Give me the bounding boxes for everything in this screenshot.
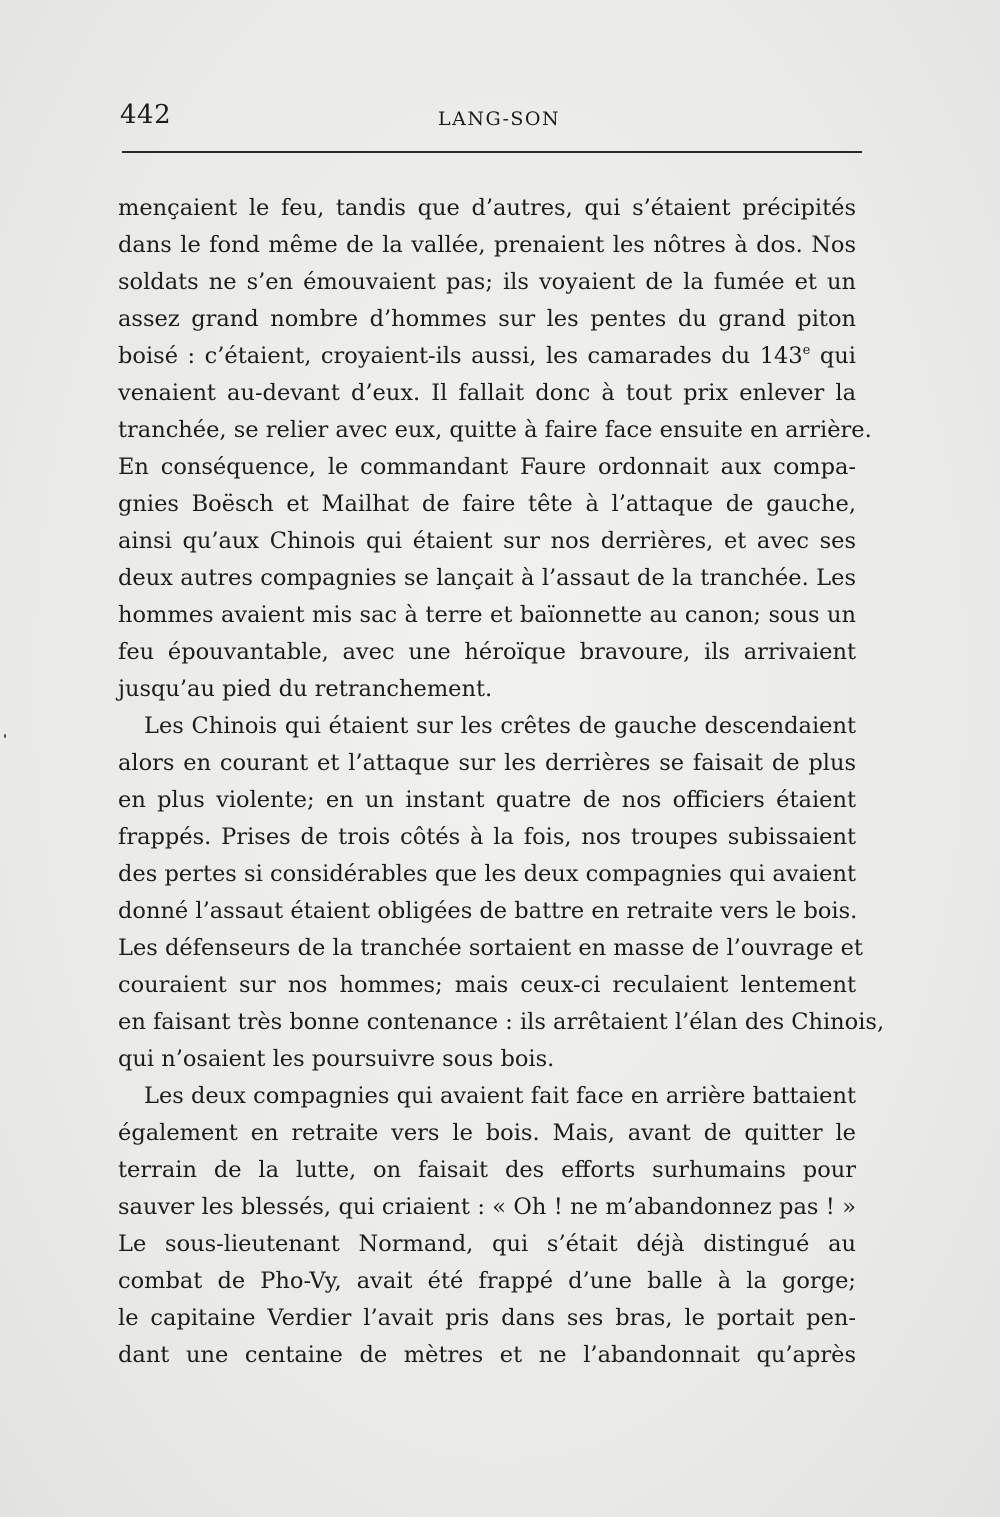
text-line: des pertes si considérables que les deux compagnies qui avaient: [118, 861, 856, 887]
text-line-part: qui: [810, 343, 856, 369]
text-line-with-superscript: [118, 338, 856, 375]
text-line: tranchée, se relier avec eux, quitte à faire face ensuite en arrière.: [118, 417, 872, 443]
text-line: également en retraite vers le bois. Mais, avant de quitter le: [118, 1120, 856, 1146]
text-line: sauver les blessés, qui criaient : « Oh ! ne m’abandonnez pas ! »: [118, 1194, 856, 1220]
text-line: le capitaine Verdier l’avait pris dans ses bras, le portait pen-: [118, 1305, 856, 1331]
ordinal-superscript: e: [802, 343, 811, 358]
page-number: 442: [120, 100, 172, 130]
text-line: Le sous-lieutenant Normand, qui s’était déjà distingué au: [118, 1231, 856, 1257]
text-line: En conséquence, le commandant Faure ordonnait aux compa-: [118, 454, 856, 480]
text-line: frappés. Prises de trois côtés à la fois, nos troupes subissaient: [118, 824, 856, 850]
text-line: hommes avaient mis sac à terre et baïonnette au canon; sous un: [118, 602, 856, 628]
text-line: Les deux compagnies qui avaient fait face en arrière battaient: [144, 1083, 856, 1109]
text-line-part: boisé : c’étaient, croyaient-ils aussi, les camarades du 143: [118, 343, 803, 369]
text-line: combat de Pho-Vy, avait été frappé d’une balle à la gorge;: [118, 1268, 856, 1294]
text-line: assez grand nombre d’hommes sur les pentes du grand piton: [118, 306, 856, 332]
text-line: couraient sur nos hommes; mais ceux-ci reculaient lentement: [118, 972, 856, 998]
running-title: LANG-SON: [438, 108, 561, 130]
text-line: mençaient le feu, tandis que d’autres, qui s’étaient précipités: [118, 195, 856, 221]
text-line: en faisant très bonne contenance : ils arrêtaient l’élan des Chinois,: [118, 1009, 885, 1035]
margin-speck: [4, 734, 6, 738]
body-text: [118, 190, 885, 1374]
text-line: terrain de la lutte, on faisait des efforts surhumains pour: [118, 1157, 856, 1183]
text-line: alors en courant et l’attaque sur les derrières se faisait de plus: [118, 750, 856, 776]
text-line: jusqu’au pied du retranchement.: [118, 676, 493, 702]
text-line: deux autres compagnies se lançait à l’assaut de la tranchée. Les: [118, 565, 856, 591]
text-line: Les Chinois qui étaient sur les crêtes de gauche descendaient: [144, 713, 856, 739]
text-line: dant une centaine de mètres et ne l’abandonnait qu’après: [118, 1342, 856, 1368]
header-rule: [122, 151, 862, 153]
text-line: gnies Boësch et Mailhat de faire tête à l’attaque de gauche,: [118, 491, 856, 517]
text-line: venaient au-devant d’eux. Il fallait donc à tout prix enlever la: [118, 380, 856, 406]
text-line: Les défenseurs de la tranchée sortaient en masse de l’ouvrage et: [118, 935, 863, 961]
text-line: en plus violente; en un instant quatre de nos officiers étaient: [118, 787, 856, 813]
text-line: ainsi qu’aux Chinois qui étaient sur nos derrières, et avec ses: [118, 528, 856, 554]
text-line: feu épouvantable, avec une héroïque bravoure, ils arrivaient: [118, 639, 856, 665]
text-line: soldats ne s’en émouvaient pas; ils voyaient de la fumée et un: [118, 269, 856, 295]
text-line: dans le fond même de la vallée, prenaient les nôtres à dos. Nos: [118, 232, 856, 258]
text-line: donné l’assaut étaient obligées de battre en retraite vers le bois.: [118, 898, 858, 924]
text-line: qui n’osaient les poursuivre sous bois.: [118, 1046, 555, 1072]
page-header: [120, 100, 862, 136]
